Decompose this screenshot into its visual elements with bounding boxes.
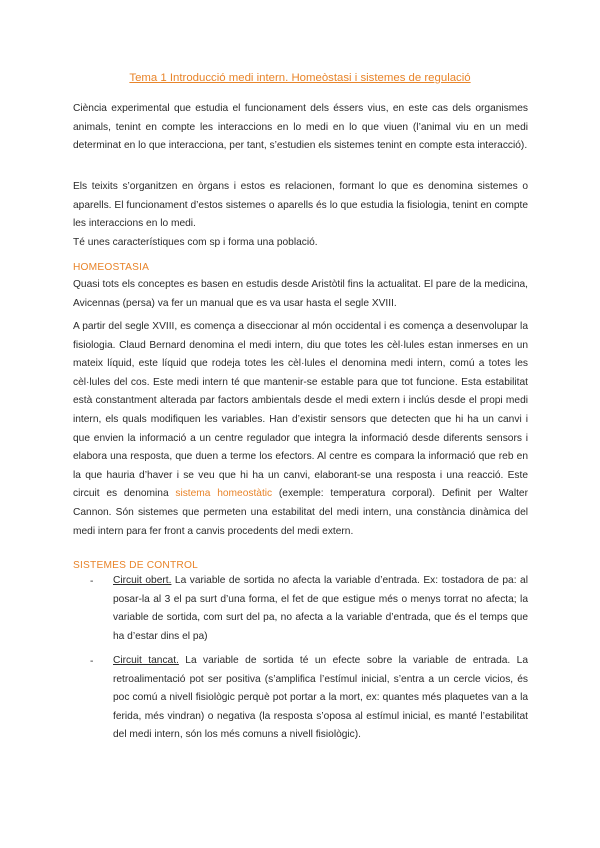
circuit-tancat-text: La variable de sortida té un efecte sobre la variable de entrada. La retroalimentació pot ser positiva (s’amplifica l’estímul inicial, s’entra a un cercle vicios, és poc comú a nivell fisiològic perquè pot portar a la mort, ex: quantes més plaquetes van a la ferida, més vindran) o negativa (la resposta s’oposa al estímul inicial, es manté l’estabilitat del medi intern, són los més comuns a nivell fisiològic). xyxy=(113,655,528,741)
sistema-homeostatic-highlight: sistema homeostàtic xyxy=(175,488,273,500)
section-heading-sistemes-control: SISTEMES DE CONTROL xyxy=(73,560,198,571)
list-item-circuit-tancat xyxy=(113,652,528,745)
list-bullet: - xyxy=(90,656,94,667)
homeostasia-p2-text-b: (exemple: temperatura corporal). Definit per Walter Cannon. Són sistemes que permeten una estabilitat del medi intern, una constància dinàmica del medi intern para fer front a canvis procedents del medi extern. xyxy=(73,488,528,537)
intro-paragraph-2: Els teixits s’organitzen en òrgans i estos es relacionen, formant lo que es denomina sistemes o aparells. El funcionament d’estos sistemes o aparells és lo que estudia la fisiologia, tenint en compte les interaccions en lo medi. xyxy=(73,181,528,230)
page-title: Tema 1 Introducció medi intern. Homeòstasi i sistemes de regulació xyxy=(129,72,471,84)
homeostasia-paragraph-1: Quasi tots els conceptes es basen en estudis desde Aristòtil fins la actualitat. El pare de la medicina, Avicennas (persa) va fer un manual que es va usar hasta el segle XVIII. xyxy=(73,279,528,309)
homeostasia-paragraph-2 xyxy=(73,318,528,541)
section-heading-homeostasia: HOMEOSTASIA xyxy=(73,262,150,273)
circuit-obert-text: La variable de sortida no afecta la variable d’entrada. Ex: tostadora de pa: al posar-la al 3 el pa surt d’una forma, el fet de que estigue més o menys torrat no afecta; la variable de sortida, com surt del pa, no afecta a la variable d’entrada, que és el temps que ha d’estar dins el pa) xyxy=(113,575,528,642)
circuit-tancat-label: Circuit tancat. xyxy=(113,655,179,666)
homeostasia-p2-text-a: A partir del segle XVIII, es comença a diseccionar al món occidental i es comença a desenvolupar la fisiologia. Claud Bernard denomina el medi intern, diu que totes les cèl·lules estan inmerses en un mateix líquid, este líquid que rodeja totes les cèl·lules el denomina medi intern, comú a totes les cèl·lules del cos. Este medi intern té que mantenir-se estable para que tot funcione. Esta estabilitat està constantment alterada par factors ambientals desde el medi extern i inclús desde el propi medi intern, els quals modifiquen les variables. Han d’existir sensors que detecten que hi ha un canvi i que envien la informació a un centre regulador que integra la informació desde diferents sensors i elabora una resposta, que duen a terme los efectors. Al centre es compara la informació que reb en la que hauria d’haver i se veu que hi ha un canvi, elaborant-se una resposta i una reacció. Este circuit es denomina xyxy=(73,321,528,500)
list-bullet: - xyxy=(90,576,94,587)
list-item-circuit-obert xyxy=(113,572,528,646)
intro-paragraph-1: Ciència experimental que estudia el funcionament dels éssers vius, en este cas dels organismes animals, tenint en compte les interaccions en lo medi en lo que viuen (l’animal viu en un medi determinat en lo que interacciona, per tant, s’estudien els sistemes tenint en compte esta interacció). xyxy=(73,103,528,152)
intro-paragraph-3: Té unes característiques com sp i forma una població. xyxy=(73,237,318,248)
circuit-obert-label: Circuit obert. xyxy=(113,575,172,586)
